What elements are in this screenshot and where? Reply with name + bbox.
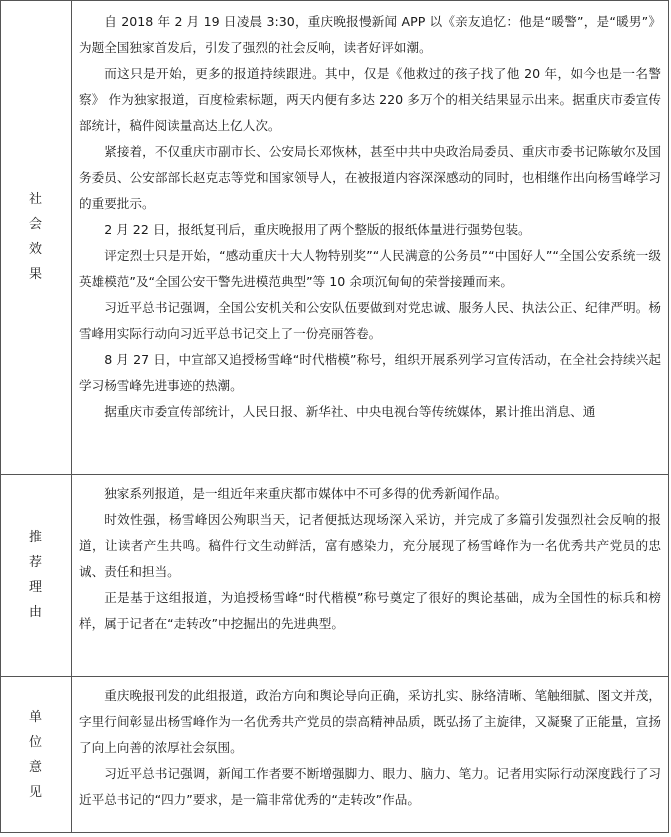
row-label-recommendation xyxy=(0,474,71,676)
row-divider xyxy=(0,676,669,677)
row-divider xyxy=(0,474,669,475)
paragraph: 独家系列报道，是一组近年来重庆都市媒体中不可多得的优秀新闻作品。 xyxy=(104,486,508,501)
unit-opinion-content xyxy=(79,683,661,831)
label-char: 社 xyxy=(28,192,42,207)
label-char: 效 xyxy=(28,242,42,257)
label-char: 荐 xyxy=(28,555,42,570)
paragraph: 而这只是开始，更多的报道持续跟进。其中，仅是《他救过的孩子找了他 20 年，如今也是一名警察》 作为独家报道，百度检索标题，两天内便有多达 220 多万个的相关结果显示出来。据重庆市委宣传部统计，稿件阅读量高达上亿人次。 xyxy=(79,66,661,133)
column-divider xyxy=(71,0,72,833)
paragraph: 紧接着，不仅重庆市副市长、公安局长邓恢林，甚至中共中央政治局委员、重庆市委书记陈敏尔及国务委员、公安部部长赵克志等党和国家领导人，在被报道内容深深感动的同时，也相继作出向杨雪峰学习的重要批示。 xyxy=(79,144,661,211)
paragraph: 评定烈士只是开始，“感动重庆十大人物特别奖”“人民满意的公务员”“中国好人”“全国公安系统一级英雄模范”及“全国公安干警先进模范典型”等 10 余项沉甸甸的荣誉接踵而来。 xyxy=(79,248,661,289)
paragraph: 2 月 22 日，报纸复刊后，重庆晚报用了两个整版的报纸体量进行强势包装。 xyxy=(104,222,531,237)
paragraph: 据重庆市委宣传部统计，人民日报、新华社、中央电视台等传统媒体，累计推出消息、通 xyxy=(104,404,596,419)
label-char: 单 xyxy=(28,709,42,725)
label-char: 推 xyxy=(28,530,42,545)
label-char: 会 xyxy=(28,217,42,232)
label-char: 位 xyxy=(28,734,42,750)
social-effect-content xyxy=(79,9,661,474)
recommendation-content xyxy=(79,481,661,671)
paragraph: 习近平总书记强调，全国公安机关和公安队伍要做到对党忠诚、服务人民、执法公正、纪律严明。杨雪峰用实际行动向习近平总书记交上了一份亮丽答卷。 xyxy=(79,300,661,341)
paragraph: 重庆晚报刊发的此组报道，政治方向和舆论导向正确，采访扎实、脉络清晰、笔触细腻、图文并茂，字里行间彰显出杨雪峰作为一名优秀共产党员的崇高精神品质，既弘扬了主旋律，又凝聚了正能量，宣扬了向上向善的浓厚社会氛围。 xyxy=(79,688,661,755)
label-char: 见 xyxy=(28,784,42,800)
paragraph: 自 2018 年 2 月 19 日凌晨 3:30，重庆晚报慢新闻 APP 以《亲友追忆：他是“暖警”，是“暖男”》为题全国独家首发后，引发了强烈的社会反响，读者好评如潮。 xyxy=(79,14,661,55)
label-char: 理 xyxy=(28,580,42,595)
label-char: 意 xyxy=(28,759,42,775)
paragraph: 时效性强，杨雪峰因公殉职当天，记者便抵达现场深入采访，并完成了多篇引发强烈社会反响的报道，让读者产生共鸣。稿件行文生动鲜活，富有感染力，充分展现了杨雪峰作为一名优秀共产党员的忠诚、责任和担当。 xyxy=(79,512,661,579)
paragraph: 正是基于这组报道，为追授杨雪峰“时代楷模”称号奠定了很好的舆论基础，成为全国性的标兵和榜样，属于记者在“走转改”中挖掘出的先进典型。 xyxy=(79,590,661,631)
row-label-social-effect xyxy=(0,0,71,474)
paragraph: 习近平总书记强调，新闻工作者要不断增强脚力、眼力、脑力、笔力。记者用实际行动深度践行了习近平总书记的“四力”要求，是一篇非常优秀的“走转改”作品。 xyxy=(79,766,661,807)
label-char: 果 xyxy=(28,267,42,282)
row-label-unit-opinion xyxy=(0,676,71,833)
label-char: 由 xyxy=(28,605,42,620)
paragraph: 8 月 27 日，中宣部又追授杨雪峰“时代楷模”称号，组织开展系列学习宣传活动，在全社会持续兴起学习杨雪峰先进事迹的热潮。 xyxy=(79,352,661,393)
